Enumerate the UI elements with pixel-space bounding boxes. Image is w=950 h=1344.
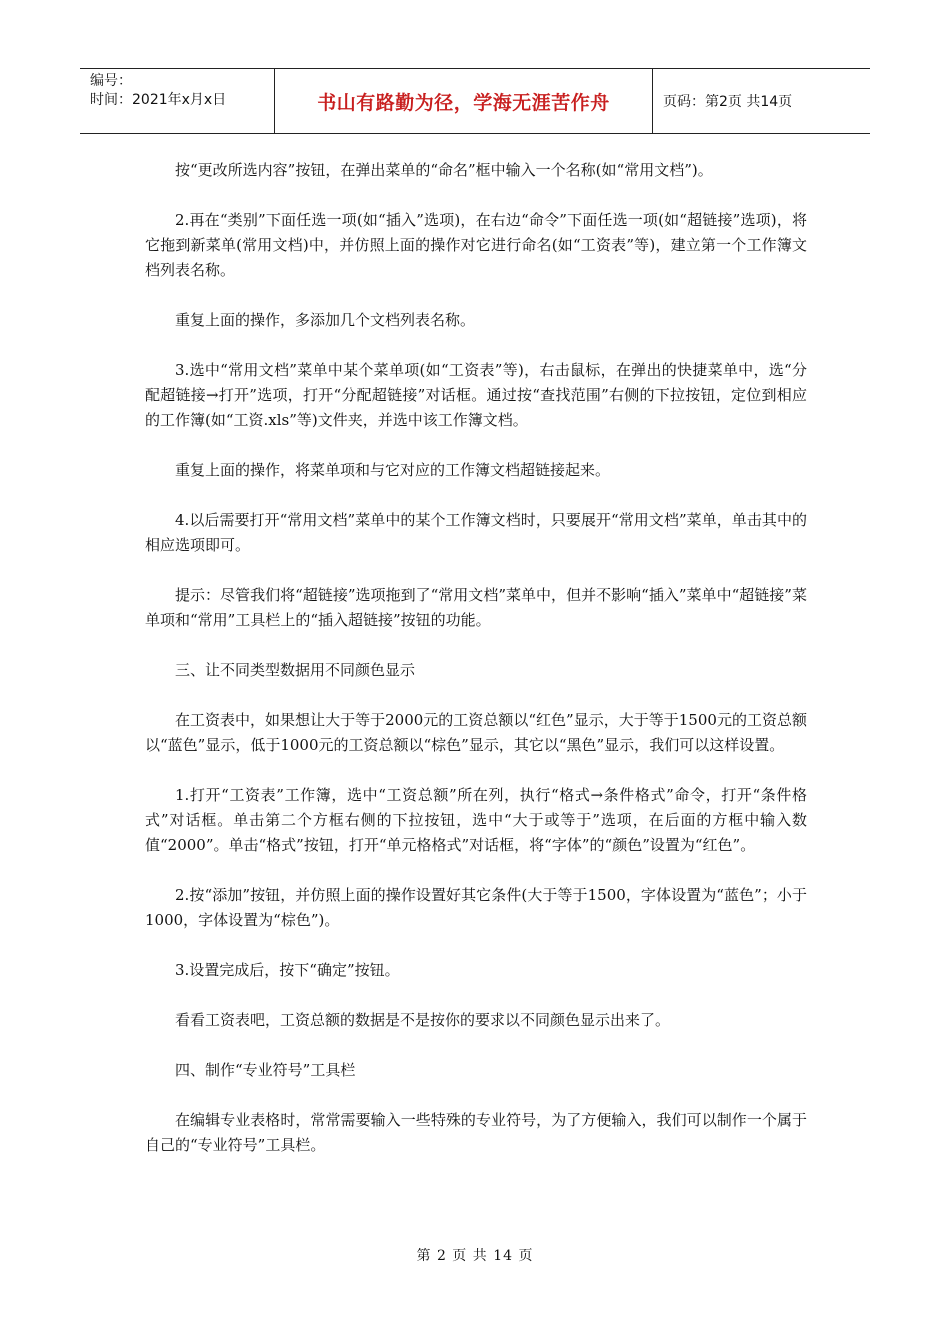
paragraph: 在编辑专业表格时，常常需要输入一些特殊的专业符号，为了方便输入，我们可以制作一个属于自己的“专业符号”工具栏。 — [145, 1111, 807, 1154]
paragraph: 2.按“添加”按钮，并仿照上面的操作设置好其它条件(大于等于1500，字体设置为“蓝色”；小于1000，字体设置为“棕色”)。 — [145, 886, 807, 929]
header-meta — [80, 69, 275, 133]
document-body — [145, 158, 807, 1183]
paragraph: 按“更改所选内容”按钮，在弹出菜单的“命名”框中输入一个名称(如“常用文档”)。 — [175, 161, 713, 179]
paragraph: 3.选中“常用文档”菜单中某个菜单项(如“工资表”等)，右击鼠标，在弹出的快捷菜单中，选“分配超链接→打开”选项，打开“分配超链接”对话框。通过按“查找范围”右侧的下拉按钮，定位到相应的工作簿(如“工资.xls”等)文件夹，并选中该工作簿文档。 — [145, 361, 807, 429]
document-id-label: 编号： — [90, 73, 132, 89]
paragraph: 3.设置完成后，按下“确定”按钮。 — [175, 961, 400, 979]
paragraph: 4.以后需要打开“常用文档”菜单中的某个工作簿文档时，只要展开“常用文档”菜单，单击其中的相应选项即可。 — [145, 511, 807, 554]
document-header — [80, 68, 870, 134]
section-heading: 三、让不同类型数据用不同颜色显示 — [175, 661, 416, 679]
paragraph: 看看工资表吧，工资总额的数据是不是按你的要求以不同颜色显示出来了。 — [175, 1011, 671, 1029]
page-footer: 第 2 页 共 14 页 — [416, 1248, 534, 1264]
paragraph: 重复上面的操作，多添加几个文档列表名称。 — [175, 311, 476, 329]
paragraph: 在工资表中，如果想让大于等于2000元的工资总额以“红色”显示，大于等于1500元的工资总额以“蓝色”显示，低于1000元的工资总额以“棕色”显示，其它以“黑色”显示，我们可以这样设置。 — [145, 711, 807, 754]
document-date: 时间：2021年x月x日 — [90, 92, 227, 108]
paragraph: 2.再在“类别”下面任选一项(如“插入”选项)，在右边“命令”下面任选一项(如“超链接”选项)，将它拖到新菜单(常用文档)中，并仿照上面的操作对它进行命名(如“工资表”等)，建立第一个工作簿文档列表名称。 — [145, 211, 807, 279]
section-heading: 四、制作“专业符号”工具栏 — [175, 1061, 356, 1079]
header-motto: 书山有路勤为径，学海无涯苦作舟 — [275, 69, 653, 133]
paragraph: 1.打开“工资表”工作簿，选中“工资总额”所在列，执行“格式→条件格式”命令，打开“条件格式”对话框。单击第二个方框右侧的下拉按钮，选中“大于或等于”选项，在后面的方框中输入数值“2000”。单击“格式”按钮，打开“单元格格式”对话框，将“字体”的“颜色”设置为“红色”。 — [145, 786, 807, 854]
paragraph: 重复上面的操作，将菜单项和与它对应的工作簿文档超链接起来。 — [175, 461, 611, 479]
paragraph: 提示：尽管我们将“超链接”选项拖到了“常用文档”菜单中，但并不影响“插入”菜单中“超链接”菜单项和“常用”工具栏上的“插入超链接”按钮的功能。 — [145, 586, 807, 629]
header-page-info: 页码：第2页 共14页 — [663, 94, 793, 110]
